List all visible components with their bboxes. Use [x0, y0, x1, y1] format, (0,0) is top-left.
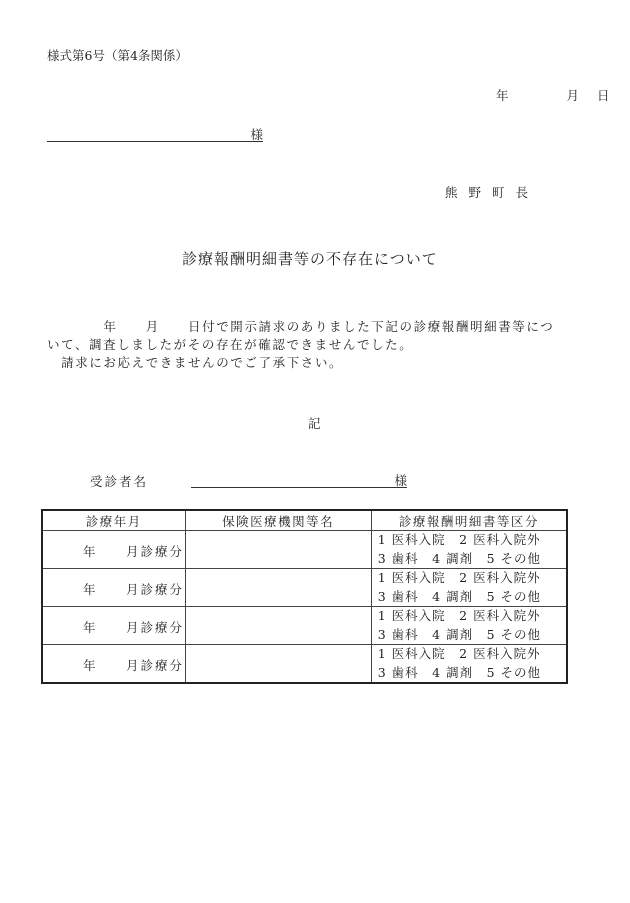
issue-date: [496, 86, 610, 104]
document-title: 診療報酬明細書等の不存在について: [182, 250, 438, 268]
addressee-field[interactable]: [47, 125, 263, 142]
category-cell[interactable]: 1 医科入院 2 医科入院外 3 歯科 4 調剤 5 その他: [371, 645, 567, 684]
body-line-1: 年 月 日付で開示請求のありました下記の診療報酬明細書等につ: [47, 319, 555, 334]
table-row: [42, 531, 567, 569]
issuer-name: 熊野町長: [445, 185, 540, 200]
category-cell[interactable]: 1 医科入院 2 医科入院外 3 歯科 4 調剤 5 その他: [371, 569, 567, 607]
institution-cell[interactable]: [185, 607, 371, 645]
table-header-row: [42, 510, 567, 531]
patient-suffix: 様: [394, 473, 407, 488]
table-row: [42, 645, 567, 684]
period-cell[interactable]: 年 月診療分: [42, 645, 185, 684]
header-period: 診療年月: [42, 510, 185, 531]
ki-heading: 記: [308, 416, 321, 431]
body-text: [47, 318, 587, 372]
patient-name-field[interactable]: [191, 471, 407, 488]
date-month: 月: [566, 88, 580, 103]
addressee-suffix: 様: [250, 127, 263, 142]
period-cell[interactable]: 年 月診療分: [42, 531, 185, 569]
header-category: 診療報酬明細書等区分: [371, 510, 567, 531]
table-row: [42, 569, 567, 607]
institution-cell[interactable]: [185, 645, 371, 684]
date-day: 日: [597, 88, 610, 103]
category-cell[interactable]: 1 医科入院 2 医科入院外 3 歯科 4 調剤 5 その他: [371, 607, 567, 645]
period-cell[interactable]: 年 月診療分: [42, 607, 185, 645]
institution-cell[interactable]: [185, 531, 371, 569]
patient-name-label: 受診者名: [90, 474, 149, 489]
records-table: [41, 509, 568, 684]
category-cell[interactable]: 1 医科入院 2 医科入院外 3 歯科 4 調剤 5 その他: [371, 531, 567, 569]
body-line-3: 請求にお応えできませんのでご了承下さい。: [47, 355, 344, 370]
date-year: 年: [496, 88, 509, 103]
institution-cell[interactable]: [185, 569, 371, 607]
header-institution: 保険医療機関等名: [185, 510, 371, 531]
period-cell[interactable]: 年 月診療分: [42, 569, 185, 607]
form-number: 様式第6号（第4条関係）: [47, 48, 188, 63]
table-row: [42, 607, 567, 645]
body-line-2: いて、調査しましたがその存在が確認できませんでした。: [47, 337, 414, 352]
